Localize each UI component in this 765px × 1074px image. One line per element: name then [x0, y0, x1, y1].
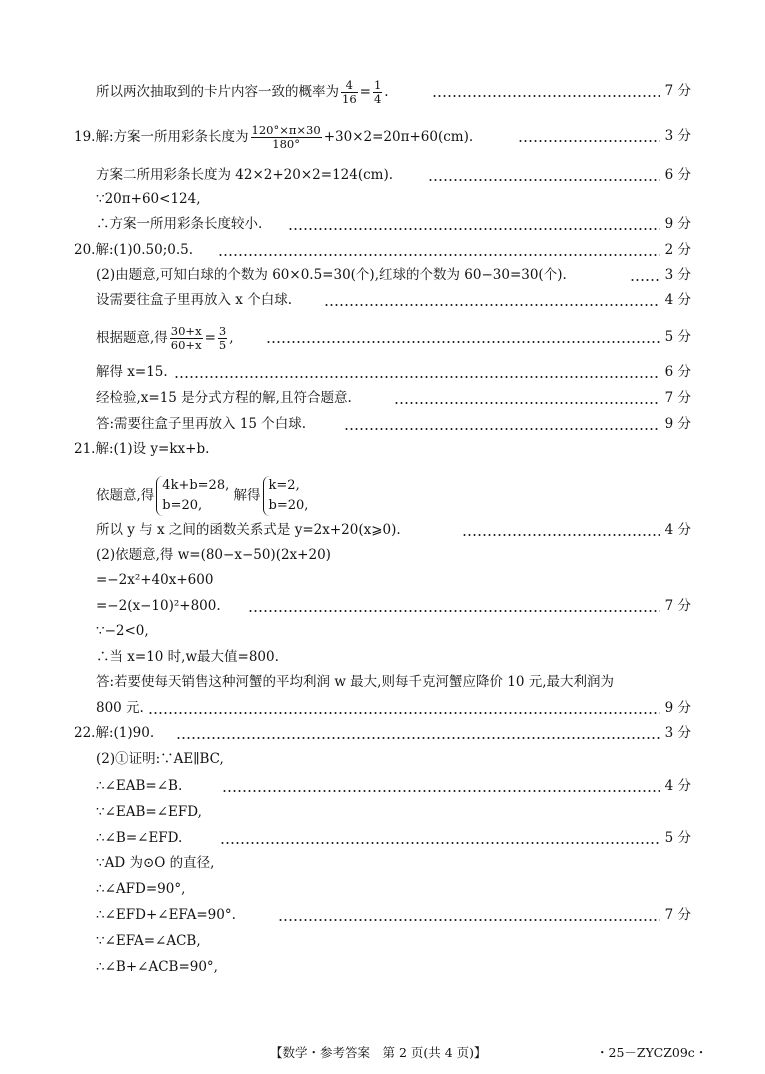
fraction	[373, 79, 382, 106]
line-text	[74, 721, 154, 745]
line-text	[96, 360, 168, 384]
dot-leader	[288, 228, 660, 230]
line-text-main: 方案二所用彩条长度为 42×2+20×2=124(cm).	[96, 167, 394, 183]
line-text	[96, 212, 262, 236]
line-text-tail: .	[384, 84, 389, 100]
answer-line	[0, 518, 765, 542]
answer-line	[0, 476, 765, 513]
answer-line	[0, 877, 765, 901]
footer-code: ・25－ZYCZ09c・	[596, 1045, 708, 1060]
answer-line	[0, 619, 765, 643]
footer-title: 【数学・参考答案 第 2 页(共 4 页)】	[270, 1045, 487, 1060]
line-text-tail: ,	[229, 330, 234, 346]
line-text	[96, 79, 389, 106]
fraction-numerator: 30+x	[170, 324, 202, 338]
answer-line	[0, 670, 765, 694]
line-text-main: (2)①证明:∵AE∥BC,	[96, 751, 224, 767]
answer-line	[0, 78, 765, 106]
fraction-denominator: 180°	[272, 137, 300, 151]
line-text-main: ∴当 x=10 时,w最大值=800.	[96, 649, 279, 665]
dot-leader	[278, 919, 660, 921]
answer-line	[0, 696, 765, 720]
line-text	[96, 412, 306, 436]
line-text	[96, 696, 144, 720]
line-text	[96, 386, 352, 410]
line-text	[96, 187, 201, 211]
dot-leader	[176, 737, 660, 739]
fraction-denominator: 16	[342, 92, 357, 106]
line-text	[96, 800, 202, 824]
score-label: 3 分	[664, 267, 691, 283]
line-text-main: 所以两次抽取到的卡片内容一致的概率为	[96, 84, 339, 100]
dot-leader	[220, 842, 660, 844]
dot-leader	[222, 790, 660, 792]
line-text-main: ∵∠EFA=∠ACB,	[96, 933, 201, 949]
line-text	[96, 263, 567, 287]
line-text-tail: +30×2=20π+60(cm).	[323, 129, 474, 145]
answer-line	[0, 543, 765, 567]
score-label: 7 分	[664, 598, 691, 614]
fraction-denominator: 4	[373, 92, 382, 106]
score-label: 7 分	[664, 390, 691, 406]
line-text-main: 20.解:(1)0.50;0.5.	[74, 242, 194, 258]
line-text	[96, 929, 201, 953]
answer-line	[0, 412, 765, 436]
line-text-main: 经检验,x=15 是分式方程的解,且符合题意.	[96, 390, 352, 406]
equation-system-solution	[263, 476, 309, 516]
answer-line	[0, 645, 765, 669]
line-text	[96, 543, 331, 567]
fraction	[170, 325, 203, 352]
dot-leader	[394, 402, 660, 404]
line-text-mid: =	[204, 330, 216, 346]
line-text-main: =−2x²+40x+600	[96, 572, 214, 588]
dot-leader	[148, 712, 660, 714]
line-text	[96, 476, 308, 516]
line-text-main: 设需要往盒子里再放入 x 个白球.	[96, 292, 292, 308]
line-text-main: 21.解:(1)设 y=kx+b.	[74, 441, 210, 457]
line-text	[96, 568, 213, 592]
score-label: 5 分	[664, 329, 691, 345]
dot-leader	[432, 95, 660, 97]
fraction	[218, 325, 227, 352]
dot-leader	[518, 140, 660, 142]
answer-line	[0, 851, 765, 875]
fraction	[251, 124, 322, 151]
line-text	[96, 163, 393, 187]
score-label: 5 分	[664, 830, 691, 846]
answer-line	[0, 263, 765, 287]
score-label: 2 分	[664, 242, 691, 258]
line-text-main: 解得 x=15.	[96, 364, 168, 380]
answer-line	[0, 721, 765, 745]
answer-line	[0, 187, 765, 211]
fraction-denominator: 5	[218, 338, 227, 352]
score-label: 4 分	[664, 522, 691, 538]
line-text	[96, 594, 221, 618]
answer-line	[0, 212, 765, 236]
equation-system-eq-2: b=20,	[162, 498, 203, 513]
line-text-main: ∴∠AFD=90°,	[96, 881, 186, 897]
dot-leader	[630, 279, 660, 281]
answer-line	[0, 288, 765, 312]
dot-leader	[248, 610, 660, 612]
line-text	[74, 238, 193, 262]
line-text	[96, 774, 182, 798]
line-text-mid: =	[359, 84, 371, 100]
line-text	[96, 670, 614, 694]
line-text-main: ∴∠B=∠EFD.	[96, 830, 183, 846]
fraction-numerator: 120°×π×30	[251, 123, 321, 137]
score-label: 7 分	[664, 907, 691, 923]
dot-leader	[174, 376, 660, 378]
line-text-main: (2)依题意,得 w=(80−x−50)(2x+20)	[96, 547, 331, 563]
answer-line	[0, 437, 765, 461]
dot-leader	[266, 341, 660, 343]
line-text	[96, 325, 234, 352]
line-text	[96, 877, 185, 901]
fraction-denominator: 60+x	[170, 338, 202, 352]
equation-system-eq-1: 4k+b=28,	[162, 478, 230, 493]
line-text-main: (2)由题意,可知白球的个数为 60×0.5=30(个),红球的个数为 60−30=30(个).	[96, 267, 567, 283]
answer-line	[0, 955, 765, 979]
line-text	[96, 518, 401, 542]
answer-line	[0, 238, 765, 262]
score-label: 6 分	[664, 167, 691, 183]
score-label: 9 分	[664, 416, 691, 432]
answer-line	[0, 747, 765, 771]
line-text	[74, 437, 209, 461]
line-text-main: 根据题意,得	[96, 330, 168, 346]
line-text	[96, 955, 218, 979]
line-text	[96, 645, 279, 669]
line-text-main: ∴∠EAB=∠B.	[96, 778, 183, 794]
line-text	[96, 826, 182, 850]
line-text-main: 依题意,得	[96, 487, 155, 504]
line-text	[96, 851, 214, 875]
line-text-main: 19.解:方案一所用彩条长度为	[74, 129, 249, 145]
dot-leader	[324, 304, 660, 306]
score-label: 3 分	[664, 128, 691, 144]
score-label: 9 分	[664, 700, 691, 716]
fraction-numerator: 1	[373, 78, 382, 92]
answer-line	[0, 324, 765, 352]
dot-leader	[462, 534, 660, 536]
answer-line	[0, 594, 765, 618]
equation-system	[156, 476, 229, 516]
line-text-main: ∵−2<0,	[96, 623, 149, 639]
answer-line	[0, 386, 765, 410]
line-text-main: 答:需要往盒子里再放入 15 个白球.	[96, 416, 307, 432]
line-text-main: 22.解:(1)90.	[74, 725, 155, 741]
line-text-mid: 解得	[229, 487, 261, 504]
answer-line	[0, 163, 765, 187]
page-footer	[0, 1043, 765, 1063]
line-text-main: ∵∠EAB=∠EFD,	[96, 804, 202, 820]
line-text	[96, 747, 224, 771]
equation-system-solution-eq-2: b=20,	[268, 498, 309, 513]
line-text	[96, 619, 149, 643]
answer-line	[0, 800, 765, 824]
answer-line	[0, 826, 765, 850]
line-text-main: 所以 y 与 x 之间的函数关系式是 y=2x+20(x⩾0).	[96, 522, 401, 538]
line-text-main: ∴∠B+∠ACB=90°,	[96, 959, 218, 975]
score-label: 3 分	[664, 725, 691, 741]
score-label: 7 分	[664, 83, 691, 99]
score-label: 6 分	[664, 364, 691, 380]
line-text-main: =−2(x−10)²+800.	[96, 598, 221, 614]
answer-line	[0, 774, 765, 798]
score-label: 4 分	[664, 292, 691, 308]
line-text	[96, 903, 236, 927]
line-text-main: ∵20π+60<124,	[96, 191, 201, 207]
dot-leader	[344, 428, 660, 430]
equation-system-solution-eq-1: k=2,	[268, 478, 300, 493]
line-text	[74, 124, 473, 151]
answer-line	[0, 360, 765, 384]
line-text-main: 800 元.	[96, 700, 144, 716]
fraction-numerator: 3	[218, 324, 227, 338]
line-text-main: ∵AD 为⊙O 的直径,	[96, 855, 215, 871]
fraction-numerator: 4	[341, 79, 358, 93]
score-label: 4 分	[664, 778, 691, 794]
dot-leader	[218, 254, 660, 256]
line-text-main: ∴∠EFD+∠EFA=90°.	[96, 907, 236, 923]
score-label: 9 分	[664, 216, 691, 232]
line-text	[96, 288, 292, 312]
fraction	[341, 79, 358, 106]
answer-line	[0, 929, 765, 953]
answer-line	[0, 568, 765, 592]
line-text-main: ∴方案一所用彩条长度较小.	[96, 216, 263, 232]
answer-line	[0, 123, 765, 151]
line-text-main: 答:若要使每天销售这种河蟹的平均利润 w 最大,则每千克河蟹应降价 10 元,最大利润为	[96, 674, 615, 690]
dot-leader	[428, 179, 660, 181]
answer-line	[0, 903, 765, 927]
